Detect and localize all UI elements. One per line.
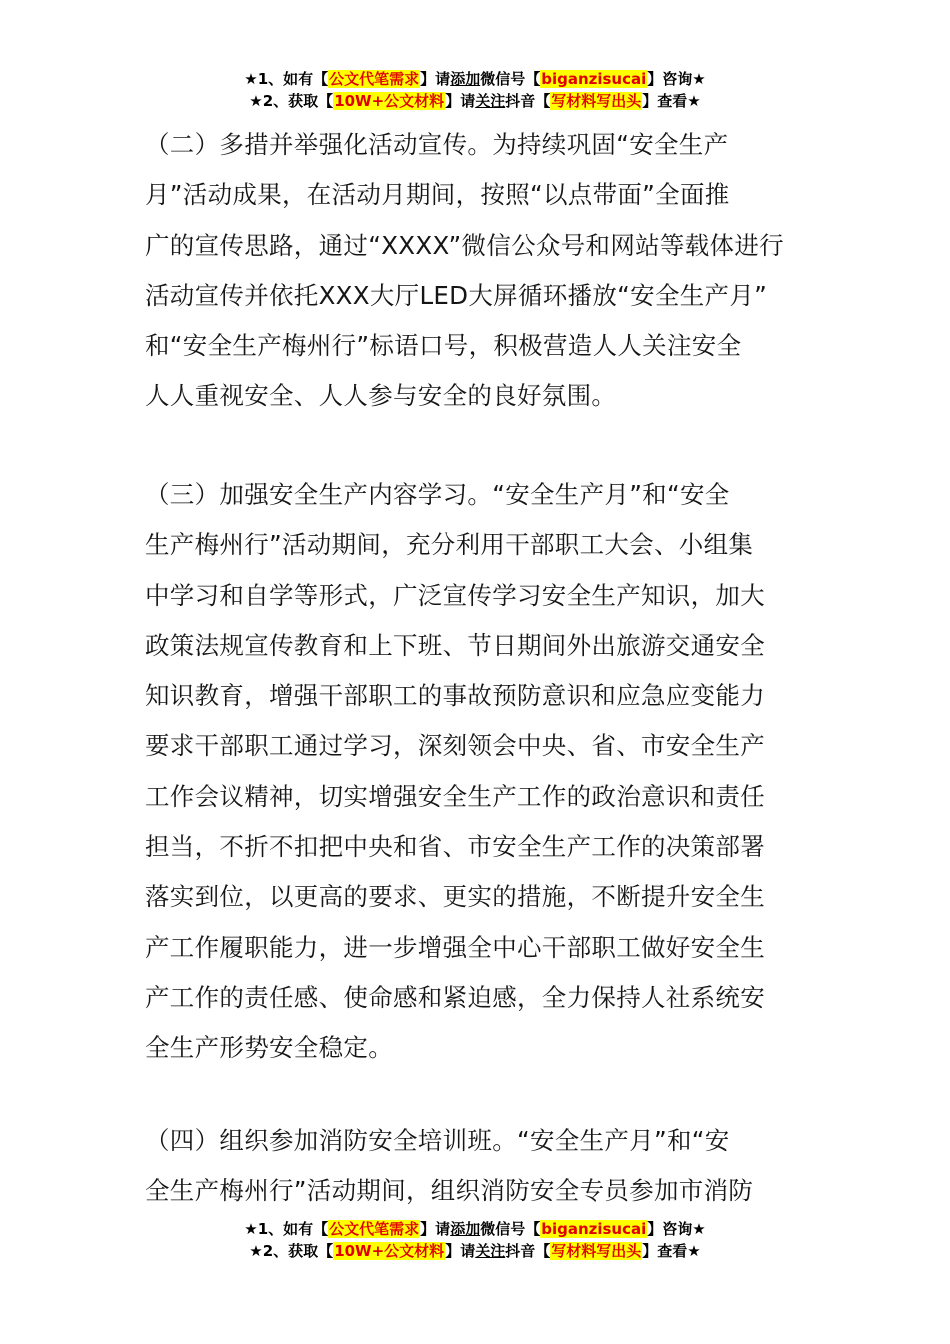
- promo-line-1: [0, 68, 950, 90]
- promo-text: ★2、获取【: [249, 92, 334, 110]
- text-line: 政策法规宣传教育和上下班、节日期间外出旅游交通安全: [145, 630, 765, 660]
- paragraph-fire-training: [145, 1116, 815, 1217]
- text-line: 落实到位，以更高的要求、更实的措施，不断提升安全生: [145, 882, 765, 912]
- promo-text: ★1、如有【: [244, 1220, 329, 1238]
- promo-text: 】查看★: [642, 1242, 701, 1260]
- text-line: 生产梅州行”活动期间，充分利用干部职工大会、小组集: [145, 530, 754, 560]
- promo-text: 】咨询★: [647, 1220, 706, 1238]
- promo-underlined: 添加: [450, 70, 481, 88]
- promo-line-1: [0, 1218, 950, 1240]
- text-line: 工作会议精神，切实增强安全生产工作的政治意识和责任: [145, 781, 765, 811]
- text-line: （二）多措并举强化活动宣传。为持续巩固“安全生产: [145, 130, 729, 159]
- text-line: 中学习和自学等形式，广泛宣传学习安全生产知识，加大: [145, 580, 765, 610]
- promo-text: 】请: [445, 92, 476, 110]
- promo-text: ★1、如有【: [244, 70, 329, 88]
- promo-underlined: 添加: [450, 1220, 481, 1238]
- text-line: 月”活动成果，在活动月期间，按照“以点带面”全面推: [145, 180, 730, 210]
- text-line: 广的宣传思路，通过“XXXX”微信公众号和网站等载体进行: [145, 230, 784, 260]
- promo-text: 】咨询★: [647, 70, 706, 88]
- promo-text: 抖音【: [505, 92, 551, 110]
- text-line: 活动宣传并依托XXX大厅LED大屏循环播放“安全生产月”: [145, 280, 768, 310]
- promo-highlight-douyin: 写材料写出头: [551, 1242, 642, 1260]
- promo-text: 】请: [420, 70, 451, 88]
- promo-underlined: 关注: [475, 92, 506, 110]
- paragraph-publicity: [145, 120, 815, 422]
- text-line: 要求干部职工通过学习，深刻领会中央、省、市安全生产: [145, 731, 765, 761]
- text-line: 担当，不折不扣把中央和省、市安全生产工作的决策部署: [145, 832, 765, 862]
- text-line: 和“安全生产梅州行”标语口号，积极营造人人关注安全: [145, 331, 742, 361]
- promo-line-2: [0, 90, 950, 112]
- promo-highlight-douyin: 写材料写出头: [551, 92, 642, 110]
- text-line: （三）加强安全生产内容学习。“安全生产月”和“安全: [145, 480, 730, 509]
- header-promo-banner: [0, 68, 950, 112]
- promo-text: 】请: [420, 1220, 451, 1238]
- text-line: （四）组织参加消防安全培训班。“安全生产月”和“安: [145, 1126, 730, 1155]
- promo-highlight: 10W+公文材料: [334, 92, 445, 110]
- text-line: 知识教育，增强干部职工的事故预防意识和应急应变能力: [145, 681, 765, 711]
- promo-highlight: 10W+公文材料: [334, 1242, 445, 1260]
- promo-highlight: 公文代笔需求: [329, 70, 420, 88]
- promo-text: 】请: [445, 1242, 476, 1260]
- footer-promo-banner: [0, 1218, 950, 1262]
- text-line: 人人重视安全、人人参与安全的良好氛围。: [145, 381, 617, 411]
- promo-text: 】查看★: [642, 92, 701, 110]
- promo-highlight: 公文代笔需求: [329, 1220, 420, 1238]
- promo-text: 微信号【: [480, 70, 541, 88]
- text-line: 全生产梅州行”活动期间，组织消防安全专员参加市消防: [145, 1176, 754, 1206]
- promo-text: 抖音【: [505, 1242, 551, 1260]
- promo-highlight-wechat-id: biganzisucai: [541, 70, 647, 88]
- paragraph-learning: [145, 470, 815, 1074]
- text-line: 产工作履职能力，进一步增强全中心干部职工做好安全生: [145, 932, 765, 962]
- promo-text: ★2、获取【: [249, 1242, 334, 1260]
- promo-text: 微信号【: [480, 1220, 541, 1238]
- text-line: 产工作的责任感、使命感和紧迫感，全力保持人社系统安: [145, 982, 765, 1012]
- promo-underlined: 关注: [475, 1242, 506, 1260]
- promo-highlight-wechat-id: biganzisucai: [541, 1220, 647, 1238]
- promo-line-2: [0, 1240, 950, 1262]
- text-line: 全生产形势安全稳定。: [145, 1033, 393, 1063]
